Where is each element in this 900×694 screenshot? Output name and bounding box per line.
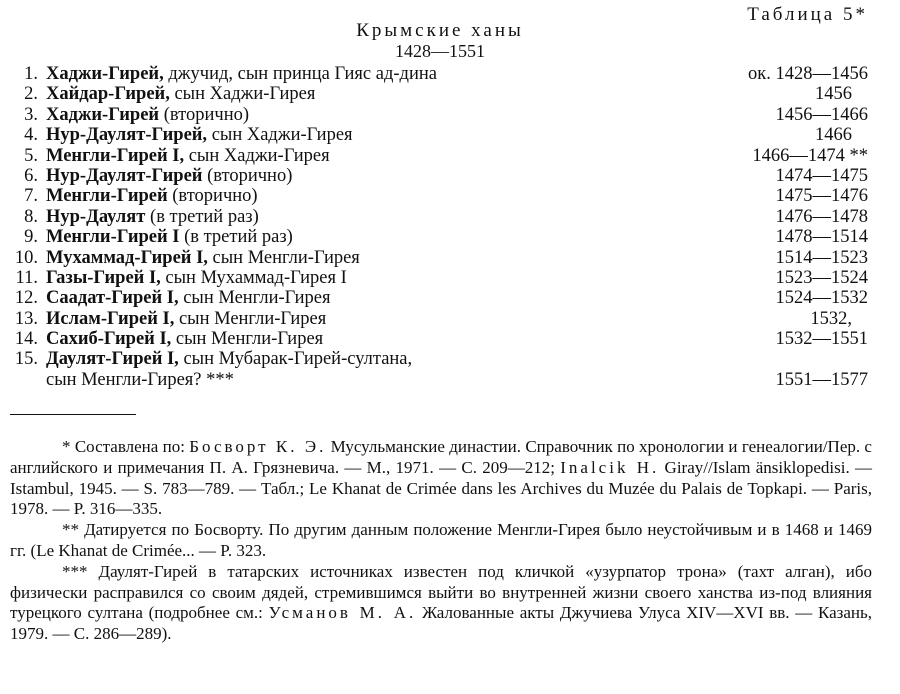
khan-name: Нур-Даулят-Гирей, [46, 125, 208, 146]
khan-name: Мухаммад-Гирей I, [46, 247, 208, 268]
khans-list [8, 64, 870, 390]
row-number: 2. [24, 84, 38, 105]
khan-row [8, 248, 870, 268]
row-number: 7. [24, 186, 38, 207]
reign-years: 1476—1478 [775, 206, 868, 227]
row-number: 14. [14, 329, 38, 350]
khan-description: (вторично) [202, 165, 293, 186]
khan-row [8, 309, 870, 329]
reign-years: 1551—1577 [775, 369, 868, 390]
khan-row-continuation [8, 370, 870, 390]
footnote-3: *** Даулят-Гирей в татарских источниках известен под кличкой «узурпатор трона» (тахт алган), ибо физически расправился со своим дядей, стремившимся выйти во внутренней жизни своего ханства из-под влияния турецкого султана (подробнее см.: Усманов М. А. Жалованные акты Джучиева Улуса XIV—XVI вв. — Казань, 1979. — С. 286—289). [10, 561, 872, 644]
khan-name: Хаджи-Гирей, [46, 64, 164, 84]
row-number: 11. [15, 267, 38, 288]
khan-row [8, 288, 870, 308]
reign-years: 1474—1475 [775, 165, 868, 186]
khan-description: сын Хаджи-Гирея [207, 125, 353, 146]
khan-row [8, 105, 870, 125]
reign-years: ок. 1428—1456 [748, 64, 868, 84]
row-number: 10. [14, 247, 38, 268]
reign-years: 1514—1523 [775, 247, 868, 268]
footnote-1: * Составлена по: Босворт К. Э. Мусульманские династии. Справочник по хронологии и генеалогии/Пер. с английского и примечания П. А. Грязневича. — М., 1971. — С. 209—212; Inalcik H. Giray//Islam änsiklopedisi. — Istambul, 1945. — S. 783—789. — Табл.; Le Khanat de Crimée dans les Archives du Muzée du Palais de Topkapi. — Paris, 1978. — P. 316—335. [10, 437, 873, 519]
reign-years: 1456—1466 [775, 104, 868, 125]
khan-name: Хайдар-Гирей, [46, 84, 170, 105]
reign-years: 1478—1514 [775, 227, 868, 248]
row-number: 13. [14, 308, 38, 329]
khan-name: Даулят-Гирей I, [46, 349, 179, 370]
khan-description: сын Менгли-Гирея [207, 247, 360, 268]
khan-description: сын Хаджи-Гирея [169, 84, 316, 105]
reign-years: 1475—1476 [775, 186, 868, 207]
khan-name: Нур-Даулят [46, 206, 146, 227]
row-number: 4. [24, 125, 38, 146]
table-title: Крымские ханы [356, 20, 524, 41]
row-number: 6. [24, 165, 38, 186]
citation-author: Inalcik H. [560, 457, 660, 477]
khan-row [8, 146, 870, 166]
row-number: 1. [24, 64, 38, 84]
khan-row [8, 349, 870, 369]
khan-name: Ислам-Гирей I, [46, 308, 175, 329]
khan-description: джучид, сын принца Гияс ад-дина [163, 64, 437, 84]
reign-years: 1532, [810, 308, 852, 329]
row-number: 9. [24, 227, 38, 248]
khan-description: сын Менгли-Гирея [174, 308, 327, 329]
row-number: 15. [14, 349, 38, 370]
khan-name: Сахиб-Гирей I, [46, 329, 172, 350]
footnote-2: ** Датируется по Босворту. По другим данным положение Менгли-Гирея было неустойчивым и в 1468 и 1469 гг. (Le Khanat de Crimée... — P. 323. [10, 520, 872, 560]
khan-row [8, 207, 870, 227]
table-label: Таблица 5* [747, 4, 868, 25]
reign-years: 1523—1524 [775, 267, 868, 288]
khan-description: сын Мухаммад-Гирея I [160, 267, 347, 288]
khan-name: Саадат-Гирей I, [46, 288, 179, 309]
row-number: 8. [24, 206, 38, 227]
khan-row [8, 227, 870, 247]
khan-name: Менгли-Гирей I [46, 227, 180, 248]
row-number: 3. [24, 104, 38, 125]
khan-description: сын Менгли-Гирея [178, 288, 331, 309]
khan-row [8, 84, 870, 104]
reign-years: 1466—1474 ** [752, 145, 868, 166]
row-number: 12. [14, 288, 38, 309]
khan-description: (вторично) [167, 186, 258, 207]
khan-description: сын Менгли-Гирея? *** [46, 369, 234, 390]
khan-description: (вторично) [159, 104, 250, 125]
row-number: 5. [24, 145, 38, 166]
footnotes [10, 437, 872, 645]
khan-description: (в третий раз) [179, 227, 293, 248]
khan-name: Газы-Гирей I, [46, 267, 161, 288]
khan-description: сын Мубарак-Гирей-султана, [178, 349, 413, 370]
khan-row [8, 64, 870, 84]
khan-row [8, 268, 870, 288]
khan-description: сын Менгли-Гирея [171, 329, 324, 350]
khan-row [8, 329, 870, 349]
khan-name: Хаджи-Гирей [46, 104, 160, 125]
table-period: 1428—1551 [395, 41, 485, 61]
reign-years: 1466 [815, 125, 852, 146]
khan-name: Менгли-Гирей I, [46, 145, 185, 166]
reign-years: 1532—1551 [775, 329, 868, 350]
reign-years: 1524—1532 [775, 288, 868, 309]
khan-row [8, 186, 870, 206]
khan-name: Менгли-Гирей [46, 186, 168, 207]
khan-description: сын Хаджи-Гирея [184, 145, 330, 166]
reign-years: 1456 [815, 84, 852, 105]
khan-name: Нур-Даулят-Гирей [46, 165, 203, 186]
khan-row [8, 125, 870, 145]
khan-row [8, 166, 870, 186]
citation-author: Босворт К. Э. [189, 437, 327, 456]
khan-description: (в третий раз) [145, 206, 259, 227]
citation-author: Усманов М. А. [268, 603, 417, 623]
footnote-divider [10, 414, 136, 415]
